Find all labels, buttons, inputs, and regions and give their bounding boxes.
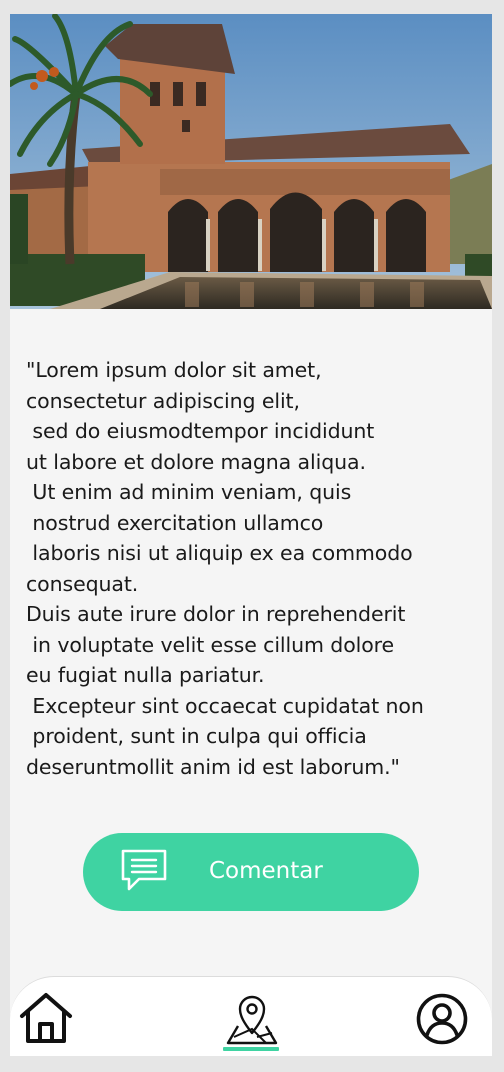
active-indicator: [223, 1047, 279, 1051]
app-screen: [10, 14, 492, 1056]
nav-item-home[interactable]: [18, 977, 78, 1056]
nav-item-map[interactable]: [216, 977, 286, 1056]
map-pin-icon: [226, 993, 278, 1045]
body-text: "Lorem ipsum dolor sit amet, consectetur adipiscing elit, sed do eiusmodtempor incididunt ut labore et dolore magna aliqua. Ut enim ad minim veniam, quis nostrud exercitation ullamco laboris nisi ut aliquip ex ea commodo consequat. Duis aute irure dolor in reprehenderit in voluptate velit esse cillum dolore eu fugiat nulla pariatur. Excepteur sint occaecat cupidatat non proident, sunt in culpa qui officia deseruntmollit anim id est laborum.": [26, 358, 424, 779]
chat-bubble-icon: [119, 847, 169, 895]
user-profile-icon: [416, 993, 468, 1045]
comment-button[interactable]: [83, 833, 419, 911]
bottom-nav: [10, 976, 492, 1056]
hero-image: [10, 14, 492, 309]
home-icon: [18, 992, 74, 1044]
nav-item-profile[interactable]: [414, 977, 476, 1056]
comment-button-label: Comentar: [209, 858, 323, 884]
palace-photo: [10, 14, 492, 309]
